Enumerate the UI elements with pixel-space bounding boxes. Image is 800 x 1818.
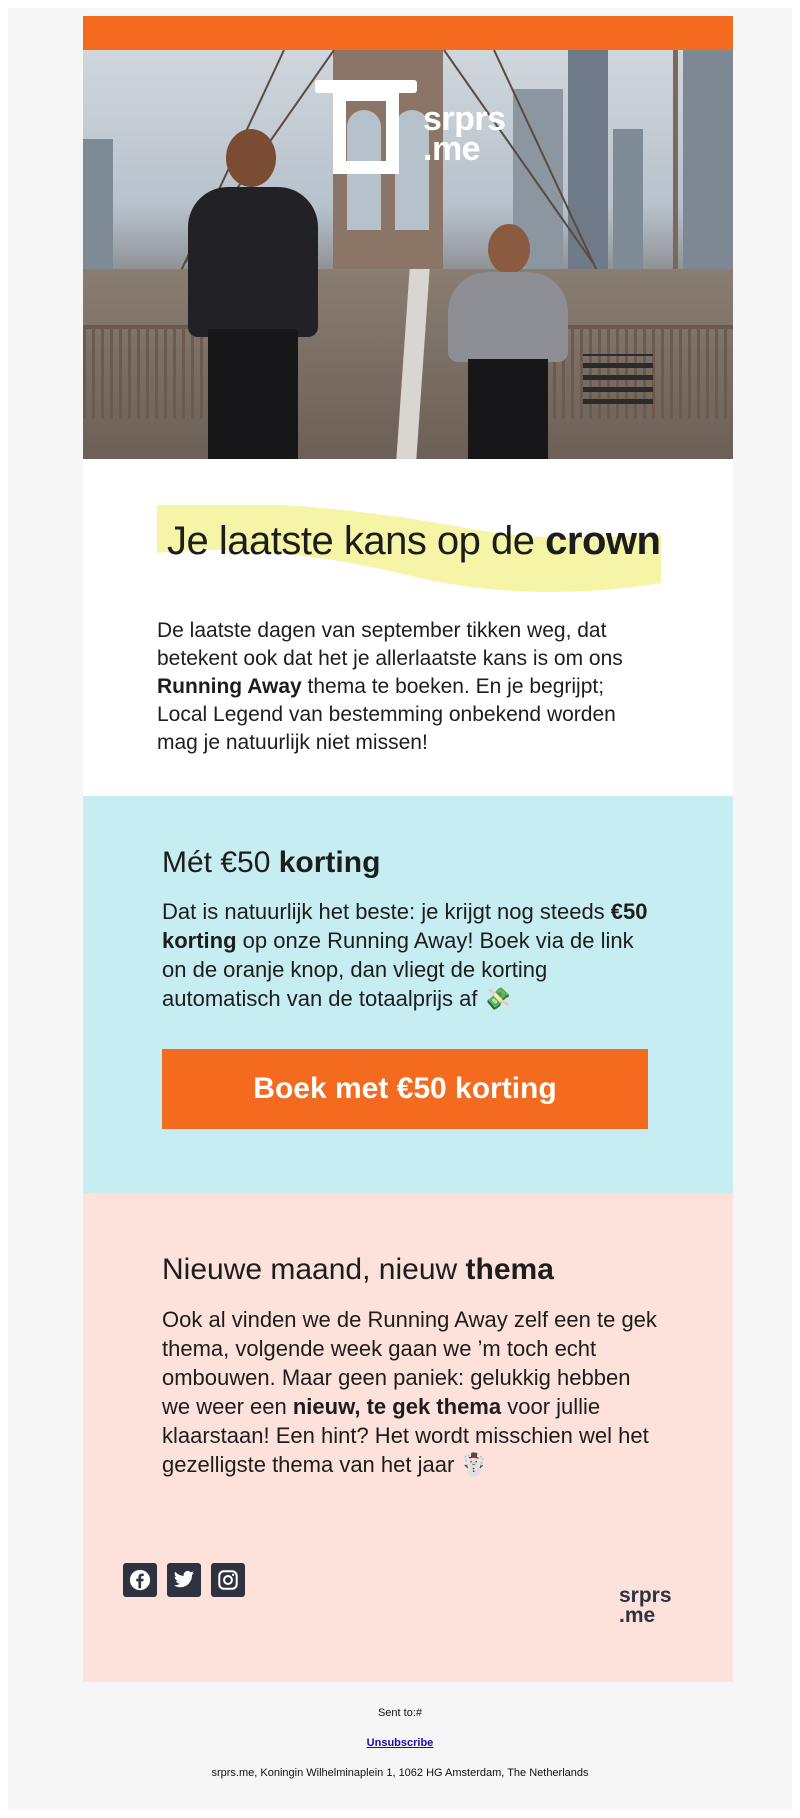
facebook-icon[interactable]: [123, 1563, 157, 1597]
logo-line2: .me: [423, 130, 481, 168]
email-footer: [8, 1706, 792, 1796]
snowman-emoji-icon: ☃️: [460, 1452, 488, 1477]
intro-paragraph: De laatste dagen van september tikken weg, dat betekent ook dat het je allerlaatste kans is om ons Running Away thema te boeken. En je begrijpt; Local Legend van bestemming onbekend worden mag je natuurlijk niet missen!: [157, 619, 623, 754]
page-title: Je laatste kans op de crown: [167, 519, 661, 563]
logo-line1: srprs: [423, 100, 506, 138]
discount-title: Mét €50 korting: [162, 846, 381, 879]
top-accent-bar: [83, 16, 733, 50]
instagram-icon[interactable]: [211, 1563, 245, 1597]
book-discount-button[interactable]: Boek met €50 korting: [162, 1049, 648, 1129]
discount-paragraph: Dat is natuurlijk het beste: je krijgt nog steeds €50 korting op onze Running Away! Boek via de link on de oranje knop, dan vliegt de korting automatisch van de totaalprijs af 💸: [162, 899, 648, 1011]
money-emoji-icon: 💸: [483, 986, 512, 1011]
intro-section: [83, 459, 733, 796]
theme-title: Nieuwe maand, nieuw thema: [162, 1253, 554, 1286]
brand-logo: [315, 80, 506, 174]
hero-image: [83, 50, 733, 459]
theme-paragraph: Ook al vinden we de Running Away zelf een te gek thema, volgende week gaan we ’m toch echt ombouwen. Maar geen paniek: gelukkig hebben we weer een nieuw, te gek thema voor jullie klaarstaan! Een hint? Het wordt misschien wel het gezelligste thema van het jaar ☃️: [162, 1307, 657, 1477]
logo-mark-icon: [315, 80, 417, 174]
footer-logo: srprs .me: [619, 1584, 672, 1627]
email-card: [83, 16, 733, 1682]
theme-section: [83, 1193, 733, 1682]
twitter-icon[interactable]: [167, 1563, 201, 1597]
unsubscribe-link[interactable]: Unsubscribe: [366, 1737, 434, 1749]
discount-section: [83, 796, 733, 1193]
sent-to-text: Sent to:#: [377, 1707, 423, 1719]
company-address: srprs.me, Koningin Wilhelminaplein 1, 1062 HG Amsterdam, The Netherlands: [211, 1767, 589, 1779]
email-background: [8, 8, 792, 1810]
